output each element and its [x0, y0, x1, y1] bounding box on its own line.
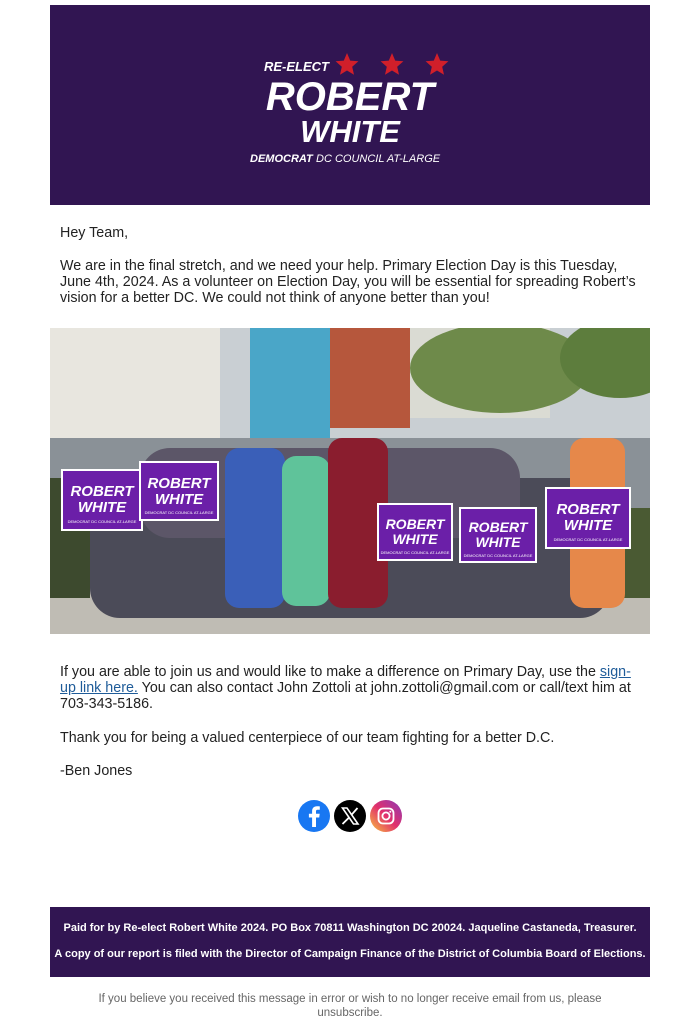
greeting-text: Hey Team, [60, 225, 129, 241]
campaign-logo [50, 5, 650, 205]
logo-office: DC COUNCIL AT-LARGE [316, 153, 441, 165]
signup-text-before: If you are able to join us and would like to make a difference on Primary Day, use the [60, 664, 600, 680]
header-banner [50, 5, 650, 205]
sign-robert: ROBERT [556, 501, 620, 518]
intro-text: We are in the final stretch, and we need your help. Primary Election Day is this Tuesday, June 4th, 2024. As a volunteer on Election Day, you will be essential for spreading Robert’s vision for a better DC. We could not think of anyone better than you! [60, 258, 636, 306]
campaign-sign-right-2 [460, 508, 536, 562]
unsubscribe-message[interactable]: If you believe you received this message in error or wish to no longer receive email from us, please unsubscribe. [98, 993, 602, 1019]
intro-paragraph [60, 258, 642, 306]
signup-link[interactable]: sign-up link here. [60, 664, 631, 696]
campaign-sign-right-1 [378, 504, 452, 560]
sign-subtitle: DEMOCRAT DC COUNCIL AT-LARGE [463, 553, 533, 558]
sign-subtitle: DEMOCRAT DC COUNCIL AT-LARGE [380, 550, 450, 555]
sign-subtitle: DEMOCRAT DC COUNCIL AT-LARGE [553, 537, 623, 542]
sign-white: WHITE [563, 517, 613, 534]
logo-name-first: ROBERT [265, 75, 435, 119]
sign-white: WHITE [475, 534, 521, 550]
signup-text-after: You can also contact John Zottoli at john.zottoli@gmail.com or call/text him at 703-343-5186. [60, 680, 631, 712]
volunteer-group-photo [50, 328, 650, 634]
campaign-sign-left-2 [140, 462, 218, 520]
campaign-sign-right-3 [546, 488, 630, 548]
paid-for-text: Paid for by Re-elect Robert White 2024. PO Box 70811 Washington DC 20024. Jaqueline Castaneda, Treasurer. [63, 922, 637, 934]
signup-text [60, 664, 642, 712]
sign-robert: ROBERT [468, 519, 528, 535]
facebook-icon[interactable] [298, 800, 330, 832]
sign-robert: ROBERT [385, 516, 445, 532]
sign-robert: ROBERT [70, 483, 134, 500]
signature [60, 763, 642, 779]
logo-name-last: WHITE [300, 114, 400, 149]
stars-icon [336, 53, 449, 75]
social-links [0, 800, 700, 834]
greeting [60, 225, 642, 241]
signature-text: -Ben Jones [60, 763, 133, 779]
sign-white: WHITE [77, 499, 127, 516]
x-icon[interactable] [334, 800, 366, 832]
signup-paragraph [60, 664, 642, 712]
sign-white: WHITE [154, 491, 204, 508]
sign-robert: ROBERT [147, 475, 211, 492]
logo-reelect: RE-ELECT [264, 59, 329, 74]
logo-party: DEMOCRAT [250, 153, 313, 165]
report-text: A copy of our report is filed with the Director of Campaign Finance of the District of Columbia Board of Elections. [54, 948, 646, 960]
sign-subtitle: DEMOCRAT DC COUNCIL AT-LARGE [144, 510, 214, 515]
footer-disclaimer [50, 907, 650, 977]
campaign-sign-left-1 [62, 470, 142, 530]
sign-subtitle: DEMOCRAT DC COUNCIL AT-LARGE [67, 519, 137, 524]
unsubscribe-text [80, 992, 620, 1020]
sign-white: WHITE [392, 531, 438, 547]
thanks-text: Thank you for being a valued centerpiece of our team fighting for a better D.C. [60, 730, 555, 746]
instagram-icon[interactable] [370, 800, 402, 832]
thanks-paragraph [60, 730, 642, 746]
